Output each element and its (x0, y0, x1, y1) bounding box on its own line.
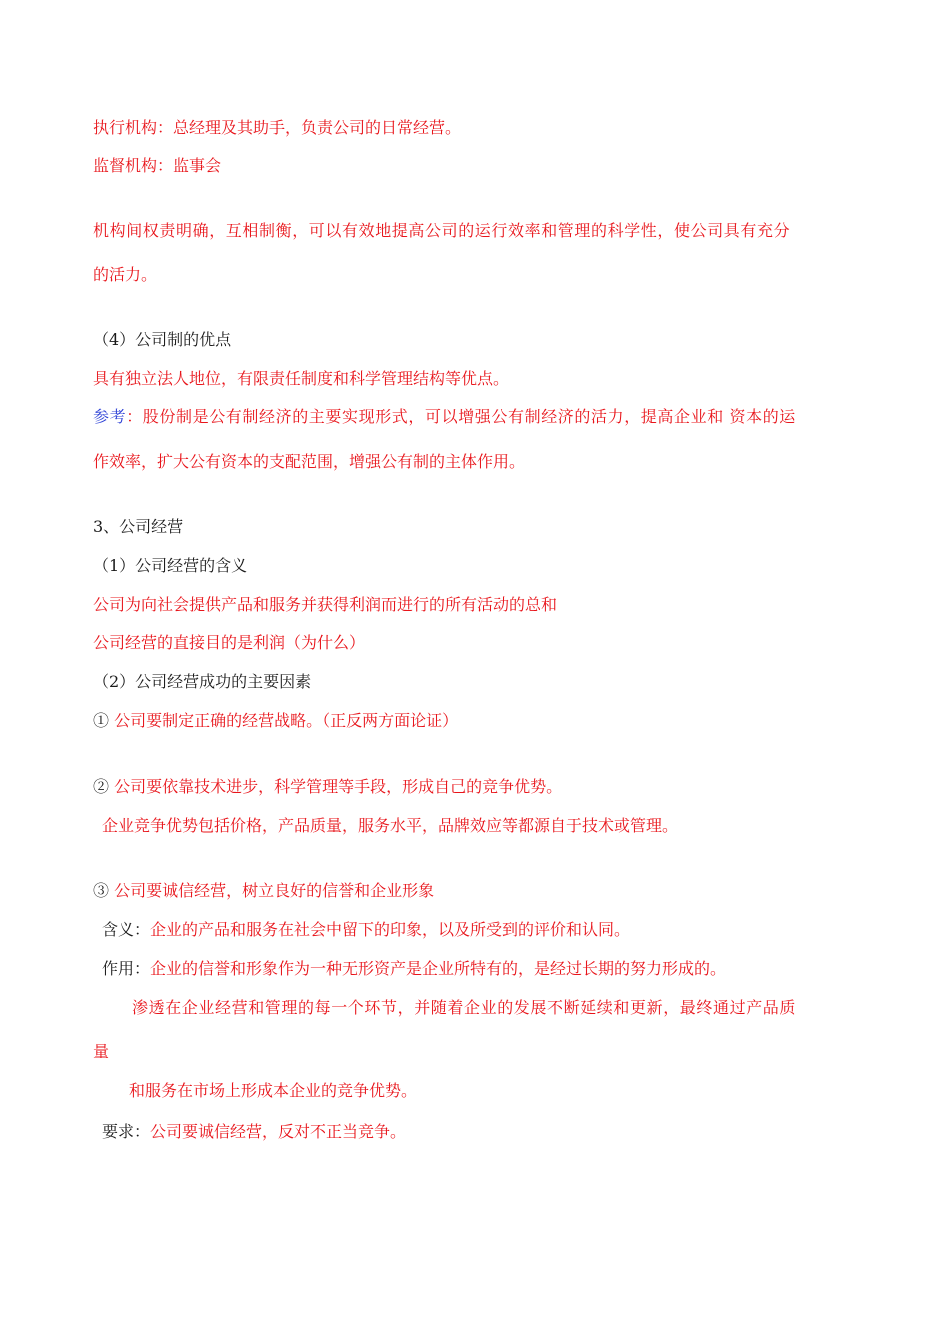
image-meaning-text: 企业的产品和服务在社会中留下的印象，以及所受到的评价和认同。 (150, 920, 631, 939)
image-role-text: 企业的信誉和形象作为一种无形资产是企业所特有的，是经过长期的努力形成的。 (150, 959, 727, 978)
operation-purpose-line: 公司经营的直接目的是利润（为什么） (93, 633, 366, 652)
image-meaning-label: 含义： (102, 920, 151, 939)
image-role-detail-cont: 和服务在市场上形成本企业的竞争优势。 (129, 1081, 418, 1100)
reference-text: ：股份制是公有制经济的主要实现形式，可以增强公有制经济的活力，提高企业和 资本的运 (126, 407, 796, 426)
requirement-text: 公司要诚信经营，反对不正当竞争。 (150, 1122, 407, 1141)
reference-label: 参考 (93, 407, 127, 426)
reference-line (93, 406, 796, 428)
operation-meaning-line: 公司为向社会提供产品和服务并获得利润而进行的所有活动的总和 (93, 595, 558, 614)
image-role-label: 作用： (102, 959, 151, 978)
reference-line-cont: 作效率，扩大公有资本的支配范围，增强公有制的主体作用。 (93, 452, 526, 471)
factor-2-line (93, 776, 562, 798)
checks-balances-line-cont: 的活力。 (93, 265, 158, 284)
image-role-detail-line: 渗透在企业经营和管理的每一个环节，并随着企业的发展不断延续和更新，最终通过产品质 (132, 998, 797, 1017)
factor-1-text: 公司要制定正确的经营战略。（正反两方面论证） (109, 711, 459, 730)
executive-body-line: 执行机构：总经理及其助手，负责公司的日常经营。 (93, 118, 462, 137)
requirement-line (102, 1121, 406, 1143)
image-role-line (102, 958, 726, 980)
factor-3-line (93, 880, 434, 902)
section-heading-company-operation: 3、公司经营 (93, 517, 184, 536)
factor-2-number: ② (93, 777, 110, 796)
advantages-line: 具有独立法人地位，有限责任制度和科学管理结构等优点。 (93, 369, 510, 388)
image-meaning-line (102, 919, 630, 941)
requirement-label: 要求： (102, 1122, 151, 1141)
subheading-success-factors: （2）公司经营成功的主要因素 (93, 672, 312, 691)
supervisory-body-line: 监督机构：监事会 (93, 156, 222, 175)
image-role-detail-wrap: 量 (93, 1042, 110, 1061)
competitive-advantage-line: 企业竞争优势包括价格，产品质量，服务水平，品牌效应等都源自于技术或管理。 (102, 816, 679, 835)
factor-1-number: ① (93, 711, 110, 730)
subheading-operation-meaning: （1）公司经营的含义 (93, 556, 248, 575)
factor-2-text: 公司要依靠技术进步，科学管理等手段，形成自己的竞争优势。 (109, 777, 563, 796)
factor-3-text: 公司要诚信经营，树立良好的信誉和企业形象 (109, 881, 435, 900)
factor-1-line (93, 710, 458, 732)
factor-3-number: ③ (93, 881, 110, 900)
checks-balances-line: 机构间权责明确，互相制衡，可以有效地提高公司的运行效率和管理的科学性，使公司具有充分 (93, 221, 791, 240)
section-heading-advantages: （4）公司制的优点 (93, 330, 232, 349)
